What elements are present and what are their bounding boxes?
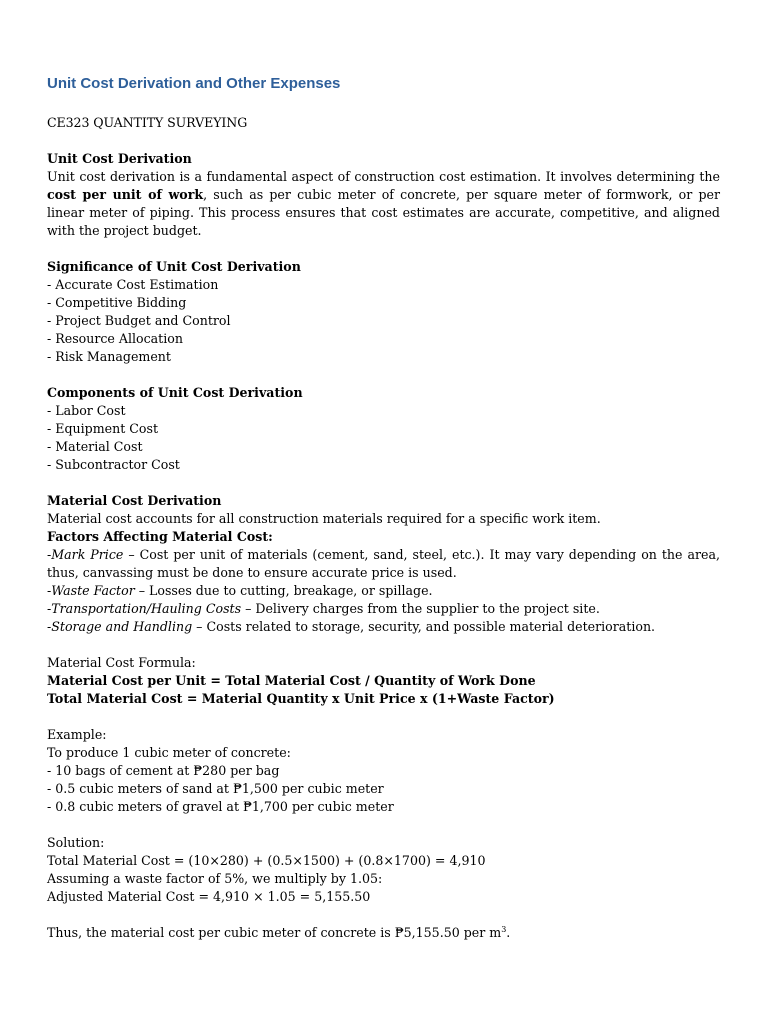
components-heading: Components of Unit Cost Derivation [47,385,303,400]
unit-cost-section [47,150,720,240]
example-intro: To produce 1 cubic meter of concrete: [47,745,291,760]
factor-term: Waste Factor [51,583,135,598]
factor-desc: – Cost per unit of materials (cement, sand, steel, etc.). It may vary depending on the area, thus, canvassing must be done to ensure accurate price is used. [47,547,720,580]
factors-heading: Factors Affecting Material Cost: [47,529,273,544]
factor-item-mark-price [47,546,720,582]
factor-term: Mark Price [51,547,124,562]
unit-cost-paragraph [47,168,720,240]
document-title: Unit Cost Derivation and Other Expenses [47,75,341,92]
list-item: - Accurate Cost Estimation [47,277,219,292]
unit-cost-text-1: Unit cost derivation is a fundamental aspect of construction cost estimation. It involves determining the [47,169,720,184]
factor-item-transportation [47,600,720,618]
conclusion-superscript: 3 [501,924,507,934]
list-item: - Project Budget and Control [47,313,231,328]
material-heading: Material Cost Derivation [47,493,222,508]
material-intro: Material cost accounts for all construction materials required for a specific work item. [47,511,601,526]
list-item: - Risk Management [47,349,171,364]
factor-prefix: - [47,583,52,598]
significance-heading: Significance of Unit Cost Derivation [47,259,301,274]
course-code: CE323 QUANTITY SURVEYING [47,115,248,130]
example-section [47,726,720,816]
list-item: - 10 bags of cement at ₱280 per bag [47,763,280,778]
factor-term: Storage and Handling [51,619,193,634]
conclusion-text: Thus, the material cost per cubic meter of concrete is ₱5,155.50 per m [47,925,502,940]
formula-label: Material Cost Formula: [47,655,196,670]
formula-line-2: Total Material Cost = Material Quantity x Unit Price x (1+Waste Factor) [47,691,555,706]
solution-line: Assuming a waste factor of 5%, we multiply by 1.05: [47,871,383,886]
unit-cost-heading: Unit Cost Derivation [47,151,192,166]
factor-desc: – Losses due to cutting, breakage, or spillage. [134,583,433,598]
conclusion-end: . [506,925,511,940]
factor-prefix: - [47,601,52,616]
list-item: - Competitive Bidding [47,295,187,310]
factor-prefix: - [47,547,52,562]
document-page [47,74,720,942]
list-item: - Equipment Cost [47,421,159,436]
material-section [47,492,720,636]
conclusion [47,924,720,942]
unit-cost-bold: cost per unit of work [47,187,204,202]
list-item: - Subcontractor Cost [47,457,180,472]
list-item: - Labor Cost [47,403,126,418]
factor-desc: – Delivery charges from the supplier to the project site. [241,601,600,616]
list-item: - Material Cost [47,439,143,454]
factor-desc: – Costs related to storage, security, and possible material deterioration. [192,619,656,634]
unit-cost-text-2: , such as per cubic meter of concrete, per square meter of formwork, or per linear meter of piping. This process ensures that cost estimates are accurate, competitive, and aligned with the project budget. [47,187,720,238]
example-label: Example: [47,727,107,742]
formula-section [47,654,720,708]
solution-label: Solution: [47,835,105,850]
factor-item-waste [47,582,720,600]
solution-section [47,834,720,906]
list-item: - 0.5 cubic meters of sand at ₱1,500 per cubic meter [47,781,384,796]
factor-term: Transportation/Hauling Costs [51,601,242,616]
factor-prefix: - [47,619,52,634]
list-item: - 0.8 cubic meters of gravel at ₱1,700 per cubic meter [47,799,394,814]
significance-section [47,258,720,366]
formula-line-1: Material Cost per Unit = Total Material Cost / Quantity of Work Done [47,673,536,688]
solution-line: Total Material Cost = (10×280) + (0.5×1500) + (0.8×1700) = 4,910 [47,853,486,868]
factor-item-storage [47,618,720,636]
list-item: - Resource Allocation [47,331,183,346]
components-section [47,384,720,474]
solution-line: Adjusted Material Cost = 4,910 × 1.05 = 5,155.50 [47,889,371,904]
